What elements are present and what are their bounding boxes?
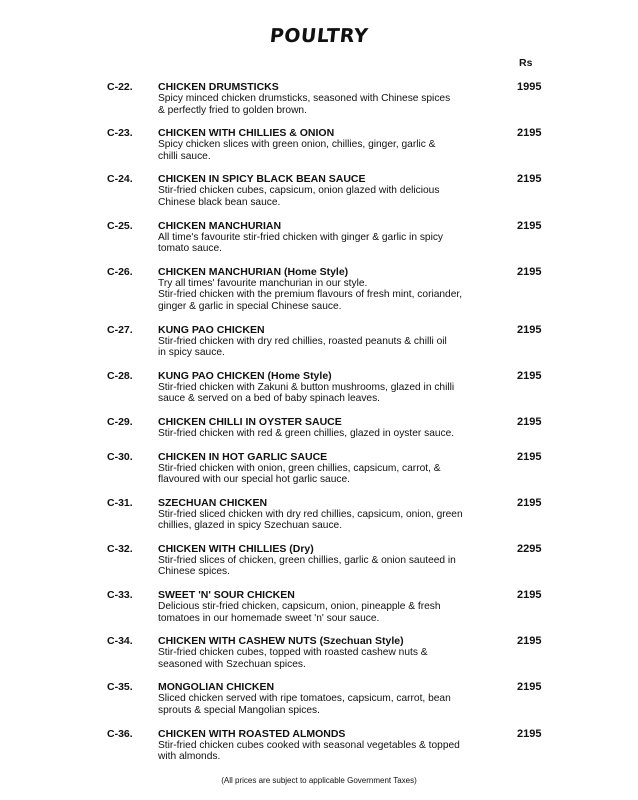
item-price: 2195 [517,415,542,428]
item-description-line: tomato sauce. [158,243,222,255]
item-price: 2195 [517,265,542,278]
item-description-line: Try all times' favourite manchurian in our style. [158,277,368,289]
item-description-line: Stir-fried slices of chicken, green chillies, garlic & onion sauteed in [158,554,456,566]
item-body [158,589,508,624]
item-code: C-23. [107,127,133,140]
menu-item [0,635,638,670]
tax-footnote: (All prices are subject to applicable Government Taxes) [221,776,417,785]
item-name: CHICKEN WITH ROASTED ALMONDS [158,727,346,740]
menu-item [0,266,638,313]
item-body [158,635,508,670]
item-description-line: Stir-fried chicken cubes, capsicum, onion glazed with delicious [158,185,440,197]
item-body [158,173,508,208]
item-price: 1995 [517,81,542,93]
menu-item [0,416,638,440]
item-name: CHICKEN WITH CASHEW NUTS (Szechuan Style) [158,635,404,648]
item-name: CHICKEN DRUMSTICKS [158,81,279,93]
item-code: C-33. [107,589,133,602]
item-description-line: Sliced chicken served with ripe tomatoes, capsicum, carrot, bean [158,693,451,705]
item-description-line: in spicy sauce. [158,347,225,359]
menu-item [0,220,638,255]
item-name: CHICKEN WITH CHILLIES & ONION [158,127,335,140]
item-price: 2195 [517,496,542,509]
item-body [158,266,508,313]
item-body [158,497,508,532]
item-code: C-29. [107,415,133,428]
item-description [158,601,508,624]
item-price: 2195 [517,323,542,336]
item-description-line: All time's favourite stir-fried chicken with ginger & garlic in spicy [158,231,444,243]
item-description-line: Stir-fried chicken cubes, topped with roasted cashew nuts & [158,647,428,659]
item-description [158,185,508,208]
item-price: 2195 [517,369,542,382]
item-description-line: tomatoes in our homemade sweet 'n' sour sauce. [158,612,380,624]
item-description-line: sauce & served on a bed of baby spinach leaves. [158,393,381,405]
item-description-line: Stir-fried chicken cubes cooked with seasonal vegetables & topped [158,739,460,751]
item-code: C-24. [107,173,133,186]
item-description-line: chilli sauce. [158,150,211,162]
item-code: C-31. [107,496,133,509]
menu-item [0,173,638,208]
item-description [158,647,508,670]
item-price: 2195 [517,681,542,694]
item-description-line: Stir-fried sliced chicken with dry red chillies, capsicum, onion, green [158,508,463,520]
item-description-line: chillies, glazed in spicy Szechuan sauce. [158,520,343,532]
item-description-line: sprouts & special Mangolian spices. [158,705,320,717]
item-body [158,370,508,405]
item-description [158,139,508,162]
item-description [158,693,508,716]
item-description [158,93,508,116]
item-price: 2195 [517,450,542,463]
menu-list [0,81,638,763]
menu-item [0,543,638,578]
item-description-line: Spicy chicken slices with green onion, chillies, ginger, garlic & [158,139,436,151]
item-body [158,728,508,763]
menu-item [0,127,638,162]
item-description-line: Stir-fried chicken with the premium flavours of fresh mint, coriander, [158,289,463,301]
item-code: C-28. [107,369,133,382]
item-name: KUNG PAO CHICKEN (Home Style) [158,369,332,382]
item-name: CHICKEN CHILLI IN OYSTER SAUCE [158,415,342,428]
item-description-line: with almonds. [158,751,221,763]
item-code: C-22. [107,81,133,93]
item-body [158,127,508,162]
item-body [158,681,508,716]
menu-item [0,324,638,359]
item-code: C-32. [107,542,133,555]
item-name: KUNG PAO CHICKEN [158,323,265,336]
item-body [158,81,508,116]
item-name: CHICKEN MANCHURIAN [158,219,282,232]
item-description-line: & perfectly fried to golden brown. [158,104,307,116]
item-price: 2195 [517,589,542,602]
item-description-line: flavoured with our special hot garlic sauce. [158,474,350,486]
item-code: C-26. [107,265,133,278]
item-description [158,428,508,440]
menu-item [0,681,638,716]
menu-item [0,451,638,486]
item-description-line: Spicy minced chicken drumsticks, seasoned with Chinese spices [158,93,451,104]
item-name: CHICKEN IN HOT GARLIC SAUCE [158,450,328,463]
item-code: C-30. [107,450,133,463]
currency-label: Rs [519,57,533,69]
item-description-line: ginger & garlic in special Chinese sauce. [158,300,342,312]
item-body [158,416,508,440]
item-code: C-27. [107,323,133,336]
item-description [158,278,508,313]
item-name: MONGOLIAN CHICKEN [158,681,275,694]
item-name: CHICKEN MANCHURIAN (Home Style) [158,265,349,278]
menu-item [0,497,638,532]
item-description [158,336,508,359]
item-price: 2195 [517,127,542,140]
menu-item [0,370,638,405]
item-price: 2195 [517,173,542,186]
item-description-line: seasoned with Szechuan spices. [158,658,306,670]
item-code: C-35. [107,681,133,694]
item-price: 2195 [517,727,542,740]
item-code: C-36. [107,727,133,740]
item-body [158,451,508,486]
item-code: C-34. [107,635,133,648]
item-name: SWEET 'N' SOUR CHICKEN [158,589,295,602]
item-description [158,232,508,255]
item-description [158,463,508,486]
item-description-line: Stir-fried chicken with Zakuni & button mushrooms, glazed in chilli [158,381,455,393]
item-price: 2295 [517,542,542,555]
menu-item [0,81,638,116]
menu-item [0,589,638,624]
item-body [158,543,508,578]
item-description-line: Stir-fried chicken with dry red chillies, roasted peanuts & chilli oil [158,335,447,347]
item-description [158,555,508,578]
item-description [158,740,508,763]
item-description [158,509,508,532]
menu-item [0,728,638,763]
item-description [158,382,508,405]
item-name: CHICKEN IN SPICY BLACK BEAN SAUCE [158,173,366,186]
item-body [158,220,508,255]
item-price: 2195 [517,219,542,232]
item-price: 2195 [517,635,542,648]
item-description-line: Delicious stir-fried chicken, capsicum, onion, pineapple & fresh [158,601,441,613]
item-name: CHICKEN WITH CHILLIES (Dry) [158,542,314,555]
item-description-line: Stir-fried chicken with onion, green chillies, capsicum, carrot, & [158,462,441,474]
item-name: SZECHUAN CHICKEN [158,496,268,509]
item-description-line: Chinese spices. [158,566,230,578]
item-body [158,324,508,359]
item-code: C-25. [107,219,133,232]
item-description-line: Stir-fried chicken with red & green chillies, glazed in oyster sauce. [158,427,455,439]
page-title: POULTRY [268,25,370,47]
item-description-line: Chinese black bean sauce. [158,196,281,208]
